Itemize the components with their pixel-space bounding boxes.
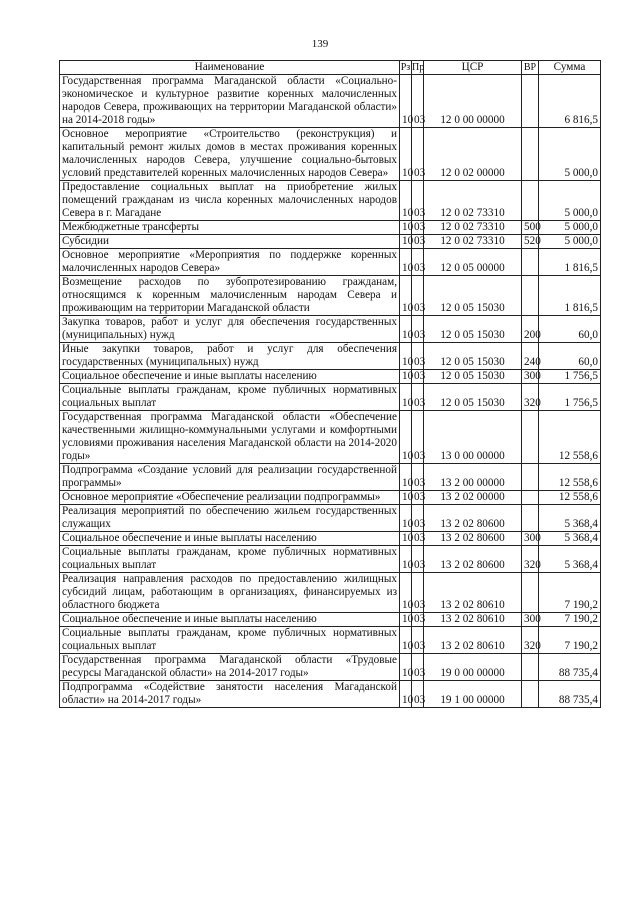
row-name: Государственная программа Магаданской области «Обеспечение качественными жилищно-коммунальными услугами и комфортными условиями проживания населения Магаданской области на 2014-2020 годы» [60, 411, 400, 464]
row-name: Иные закупки товаров, работ и услуг для обеспечения государственных (муниципальных) нужд [60, 343, 400, 370]
row-sum: 12 558,6 [539, 464, 601, 491]
table-row [60, 316, 601, 343]
row-pr: 03 [412, 235, 424, 249]
row-name: Социальное обеспечение и иные выплаты населению [60, 613, 400, 627]
table-row [60, 464, 601, 491]
row-name: Подпрограмма «Создание условий для реализации государственной программы» [60, 464, 400, 491]
row-sum: 5 368,4 [539, 505, 601, 532]
row-name: Предоставление социальных выплат на приобретение жилых помещений гражданам из числа коренных малочисленных народов Севера в г. Магадане [60, 181, 400, 221]
row-rz: 10 [400, 276, 412, 316]
table-row [60, 384, 601, 411]
row-name: Основное мероприятие «Мероприятия по поддержке коренных малочисленных народов Севера» [60, 249, 400, 276]
row-vr [522, 128, 539, 181]
row-name: Социальное обеспечение и иные выплаты населению [60, 532, 400, 546]
table-row [60, 532, 601, 546]
row-sum: 7 190,2 [539, 573, 601, 613]
row-sum: 88 735,4 [539, 681, 601, 708]
row-sum: 12 558,6 [539, 411, 601, 464]
row-pr: 03 [412, 249, 424, 276]
row-rz: 10 [400, 221, 412, 235]
row-csr: 13 2 02 80610 [424, 627, 522, 654]
row-sum: 5 000,0 [539, 181, 601, 221]
table-row [60, 235, 601, 249]
row-vr: 300 [522, 370, 539, 384]
row-pr: 03 [412, 654, 424, 681]
row-vr: 320 [522, 627, 539, 654]
row-vr [522, 654, 539, 681]
row-rz: 10 [400, 573, 412, 613]
row-vr [522, 491, 539, 505]
row-vr [522, 505, 539, 532]
row-vr: 300 [522, 613, 539, 627]
header-sum: Сумма [539, 61, 601, 75]
table-row [60, 181, 601, 221]
row-sum: 6 816,5 [539, 75, 601, 128]
row-rz: 10 [400, 370, 412, 384]
row-pr: 03 [412, 221, 424, 235]
row-pr: 03 [412, 491, 424, 505]
header-csr: ЦСР [424, 61, 522, 75]
row-rz: 10 [400, 181, 412, 221]
row-rz: 10 [400, 681, 412, 708]
row-pr: 03 [412, 370, 424, 384]
row-vr [522, 464, 539, 491]
table-row [60, 343, 601, 370]
row-rz: 10 [400, 464, 412, 491]
row-pr: 03 [412, 384, 424, 411]
row-pr: 03 [412, 573, 424, 613]
row-sum: 5 368,4 [539, 546, 601, 573]
row-vr [522, 249, 539, 276]
row-rz: 10 [400, 411, 412, 464]
row-csr: 13 2 02 00000 [424, 491, 522, 505]
row-name: Основное мероприятие «Обеспечение реализации подпрограммы» [60, 491, 400, 505]
row-sum: 7 190,2 [539, 613, 601, 627]
row-vr: 500 [522, 221, 539, 235]
row-csr: 13 2 02 80610 [424, 613, 522, 627]
row-csr: 12 0 02 73310 [424, 181, 522, 221]
row-rz: 10 [400, 627, 412, 654]
row-sum: 1 756,5 [539, 384, 601, 411]
row-sum: 88 735,4 [539, 654, 601, 681]
row-pr: 03 [412, 181, 424, 221]
table-header [60, 61, 601, 75]
page-number: 139 [311, 38, 329, 50]
row-pr: 03 [412, 546, 424, 573]
row-rz: 10 [400, 532, 412, 546]
row-vr [522, 75, 539, 128]
row-pr: 03 [412, 627, 424, 654]
row-vr [522, 411, 539, 464]
row-sum: 60,0 [539, 343, 601, 370]
row-name: Реализация мероприятий по обеспечению жильем государственных служащих [60, 505, 400, 532]
row-sum: 1 756,5 [539, 370, 601, 384]
row-csr: 12 0 05 15030 [424, 343, 522, 370]
header-row [60, 61, 601, 75]
row-name: Реализация направления расходов по предоставлению жилищных субсидий лицам, работающим в организациях, финансируемых из областного бюджета [60, 573, 400, 613]
row-vr: 520 [522, 235, 539, 249]
row-pr: 03 [412, 75, 424, 128]
row-name: Подпрограмма «Содействие занятости населения Магаданской области» на 2014-2017 годы» [60, 681, 400, 708]
row-pr: 03 [412, 613, 424, 627]
row-rz: 10 [400, 316, 412, 343]
row-name: Социальные выплаты гражданам, кроме публичных нормативных социальных выплат [60, 384, 400, 411]
row-name: Социальные выплаты гражданам, кроме публичных нормативных социальных выплат [60, 627, 400, 654]
row-pr: 03 [412, 276, 424, 316]
row-rz: 10 [400, 235, 412, 249]
budget-table [59, 60, 601, 708]
table-row [60, 681, 601, 708]
row-csr: 13 2 02 80600 [424, 505, 522, 532]
row-name: Государственная программа Магаданской области «Трудовые ресурсы Магаданской области» на 2014-2017 годы» [60, 654, 400, 681]
table-row [60, 221, 601, 235]
row-pr: 03 [412, 316, 424, 343]
row-rz: 10 [400, 249, 412, 276]
row-name: Основное мероприятие «Строительство (реконструкция) и капитальный ремонт жилых домов в местах проживания коренных малочисленных народов Севера, улучшение социально-бытовых условий представителей коренных малочисленных народов Севера» [60, 128, 400, 181]
row-name: Межбюджетные трансферты [60, 221, 400, 235]
row-csr: 13 0 00 00000 [424, 411, 522, 464]
header-name: Наименование [60, 61, 400, 75]
row-name: Государственная программа Магаданской области «Социально-экономическое и культурное развитие коренных малочисленных народов Севера, проживающих на территории Магаданской области» на 2014-2018 годы» [60, 75, 400, 128]
row-sum: 1 816,5 [539, 249, 601, 276]
row-sum: 7 190,2 [539, 627, 601, 654]
row-sum: 5 000,0 [539, 221, 601, 235]
table-row [60, 370, 601, 384]
row-rz: 10 [400, 654, 412, 681]
row-csr: 13 2 02 80600 [424, 532, 522, 546]
table-row [60, 613, 601, 627]
table-row [60, 505, 601, 532]
row-rz: 10 [400, 343, 412, 370]
row-csr: 13 2 00 00000 [424, 464, 522, 491]
row-csr: 12 0 05 15030 [424, 316, 522, 343]
row-csr: 12 0 05 15030 [424, 370, 522, 384]
table-row [60, 75, 601, 128]
row-vr: 320 [522, 384, 539, 411]
header-rz: Рз [400, 62, 411, 73]
row-sum: 12 558,6 [539, 491, 601, 505]
table-row [60, 249, 601, 276]
row-vr [522, 181, 539, 221]
table-row [60, 128, 601, 181]
row-csr: 12 0 05 15030 [424, 276, 522, 316]
row-vr: 200 [522, 316, 539, 343]
row-csr: 12 0 05 15030 [424, 384, 522, 411]
row-sum: 5 368,4 [539, 532, 601, 546]
header-pr: Пр [412, 62, 425, 73]
header-vr: ВР [522, 61, 539, 75]
row-pr: 03 [412, 532, 424, 546]
row-rz: 10 [400, 613, 412, 627]
row-rz: 10 [400, 491, 412, 505]
row-rz: 10 [400, 384, 412, 411]
row-csr: 13 2 02 80610 [424, 573, 522, 613]
row-name: Закупка товаров, работ и услуг для обеспечения государственных (муниципальных) нужд [60, 316, 400, 343]
row-csr: 12 0 02 00000 [424, 128, 522, 181]
row-vr: 240 [522, 343, 539, 370]
row-csr: 12 0 02 73310 [424, 221, 522, 235]
row-pr: 03 [412, 681, 424, 708]
row-vr: 320 [522, 546, 539, 573]
row-rz: 10 [400, 546, 412, 573]
row-vr [522, 276, 539, 316]
row-sum: 5 000,0 [539, 128, 601, 181]
row-pr: 03 [412, 128, 424, 181]
row-name: Субсидии [60, 235, 400, 249]
row-rz: 10 [400, 75, 412, 128]
row-name: Возмещение расходов по зубопротезированию гражданам, относящимся к коренным малочисленным народам Севера и проживающим на территории Магаданской области [60, 276, 400, 316]
row-pr: 03 [412, 411, 424, 464]
row-rz: 10 [400, 505, 412, 532]
row-csr: 19 0 00 00000 [424, 654, 522, 681]
table-row [60, 654, 601, 681]
row-vr [522, 573, 539, 613]
row-name: Социальные выплаты гражданам, кроме публичных нормативных социальных выплат [60, 546, 400, 573]
table-row [60, 491, 601, 505]
row-sum: 5 000,0 [539, 235, 601, 249]
row-csr: 13 2 02 80600 [424, 546, 522, 573]
table-row [60, 546, 601, 573]
row-pr: 03 [412, 505, 424, 532]
row-sum: 1 816,5 [539, 276, 601, 316]
row-name: Социальное обеспечение и иные выплаты населению [60, 370, 400, 384]
row-sum: 60,0 [539, 316, 601, 343]
row-csr: 19 1 00 00000 [424, 681, 522, 708]
row-pr: 03 [412, 464, 424, 491]
row-csr: 12 0 00 00000 [424, 75, 522, 128]
table-row [60, 411, 601, 464]
table-row [60, 573, 601, 613]
table-row [60, 627, 601, 654]
row-vr: 300 [522, 532, 539, 546]
row-rz: 10 [400, 128, 412, 181]
table-row [60, 276, 601, 316]
row-vr [522, 681, 539, 708]
row-csr: 12 0 05 00000 [424, 249, 522, 276]
row-pr: 03 [412, 343, 424, 370]
row-csr: 12 0 02 73310 [424, 235, 522, 249]
table-body [60, 75, 601, 708]
